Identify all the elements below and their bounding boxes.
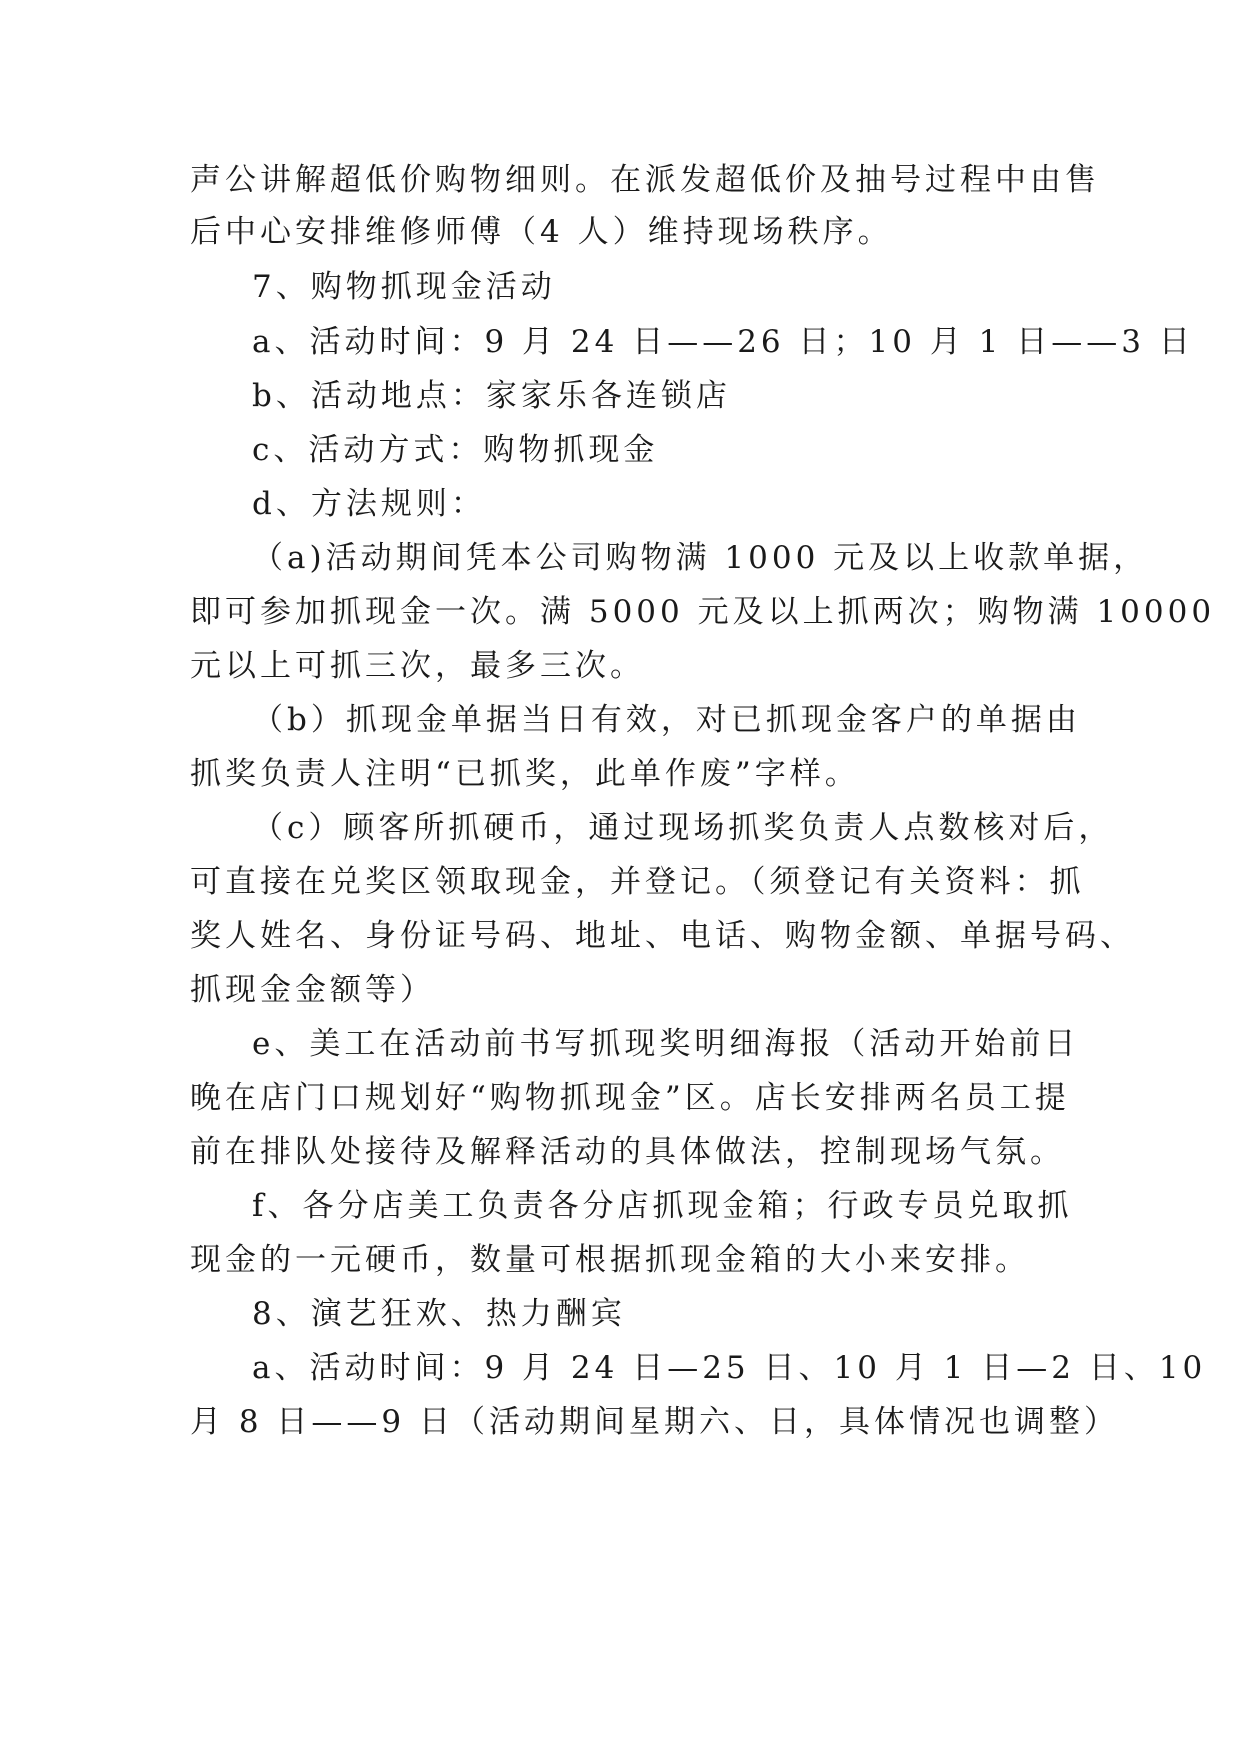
text-line: 现金的一元硬币，数量可根据抓现金箱的大小来安排。 (190, 1242, 1030, 1278)
text-line: 即可参加抓现金一次。满 5000 元及以上抓两次；购物满 10000 (190, 594, 1216, 630)
text-line: 抓奖负责人注明“已抓奖，此单作废”字样。 (190, 756, 860, 792)
text-line: 可直接在兑奖区领取现金，并登记。（须登记有关资料：抓 (190, 864, 1085, 900)
text-line: f、各分店美工负责各分店抓现金箱；行政专员兑取抓 (252, 1188, 1073, 1224)
text-line: b、活动地点：家家乐各连锁店 (252, 378, 731, 414)
text-line: 声公讲解超低价购物细则。在派发超低价及抽号过程中由售 (190, 162, 1100, 198)
text-line: 奖人姓名、身份证号码、地址、电话、购物金额、单据号码、 (190, 918, 1135, 954)
text-line: 晚在店门口规划好“购物抓现金”区。店长安排两名员工提 (190, 1080, 1070, 1116)
section-heading: 7、购物抓现金活动 (252, 269, 556, 305)
text-line: 前在排队处接待及解释活动的具体做法，控制现场气氛。 (190, 1134, 1065, 1170)
text-line: 后中心安排维修师傅（4 人）维持现场秩序。 (190, 214, 893, 250)
text-line: a、活动时间：9 月 24 日—25 日、10 月 1 日—2 日、10 (252, 1350, 1207, 1386)
section-heading: 8、演艺狂欢、热力酬宾 (252, 1296, 626, 1332)
text-line: （b）抓现金单据当日有效，对已抓现金客户的单据由 (252, 702, 1081, 738)
text-line: e、美工在活动前书写抓现奖明细海报（活动开始前日 (252, 1026, 1080, 1062)
text-line: 抓现金金额等） (190, 972, 435, 1008)
text-line: 月 8 日——9 日（活动期间星期六、日，具体情况也调整） (190, 1404, 1120, 1440)
text-line: （a)活动期间凭本公司购物满 1000 元及以上收款单据， (252, 540, 1149, 576)
text-line: c、活动方式：购物抓现金 (252, 432, 659, 468)
text-line: a、活动时间：9 月 24 日——26 日；10 月 1 日——3 日 (252, 324, 1194, 360)
text-line: （c）顾客所抓硬币，通过现场抓奖负责人点数核对后， (252, 810, 1114, 846)
text-line: d、方法规则： (252, 486, 486, 522)
text-line: 元以上可抓三次，最多三次。 (190, 648, 645, 684)
